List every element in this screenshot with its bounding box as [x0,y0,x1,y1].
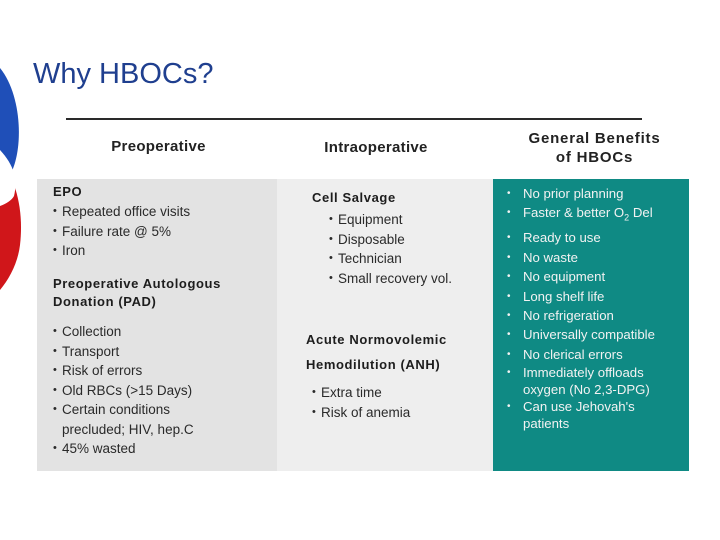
list-item-text: Immediately offloads [523,365,644,381]
pad-list [53,322,194,459]
benefits-list [507,184,687,432]
list-item: • No clerical errors [507,345,687,364]
list-item: • No equipment [507,267,687,286]
list-item-text: Faster & better O [523,205,625,221]
pad-heading [53,275,221,310]
list-item-continuation: patients [523,416,570,432]
column-header-benefits [507,129,682,167]
list-item-suffix: Del [629,205,653,221]
column-header-preoperative: Preoperative [111,138,206,155]
anh-list [312,383,410,422]
list-item: • Iron [53,241,190,261]
list-item: • Risk of anemia [312,403,410,423]
column-header-intraoperative: Intraoperative [324,139,428,156]
slide-title: Why HBOCs? [33,58,214,90]
pad-heading-line1: Preoperative Autologous [53,276,221,291]
list-item: • Technician [329,249,452,269]
list-item: • Disposable [329,230,452,250]
anh-heading [306,327,447,377]
header-divider [66,118,642,120]
list-item: • No waste [507,248,687,267]
list-item: • Extra time [312,383,410,403]
anh-heading-line2: Hemodilution (ANH) [306,357,441,372]
epo-list [53,202,190,261]
benefits-header-line2: of HBOCs [555,149,634,166]
list-item [507,364,687,398]
list-item: • Equipment [329,210,452,230]
list-item: • Long shelf life [507,287,687,306]
list-item: • Universally compatible [507,325,687,344]
list-item: • Risk of errors [53,361,194,381]
list-item: • Transport [53,342,194,362]
list-item-continuation: precluded; HIV, hep.C [62,421,194,437]
list-item: • No prior planning [507,184,687,203]
list-item [53,400,194,439]
subscript-text: 2 [624,213,630,224]
benefits-header-line1: General Benefits [528,130,661,147]
list-item [507,203,687,228]
list-item: • Collection [53,322,194,342]
list-item: • Ready to use [507,228,687,247]
cell-salvage-heading: Cell Salvage [312,190,396,205]
list-item-continuation: oxygen (No 2,3-DPG) [523,382,650,398]
list-item: • 45% wasted [53,439,194,459]
anh-heading-line1: Acute Normovolemic [306,332,447,347]
list-item [507,398,687,432]
list-item-text: Can use Jehovah's [523,399,635,415]
list-item: • Failure rate @ 5% [53,222,190,242]
list-item: • Old RBCs (>15 Days) [53,381,194,401]
cell-salvage-list [329,210,452,288]
list-item: • No refrigeration [507,306,687,325]
list-item: • Small recovery vol. [329,269,452,289]
list-item: • Repeated office visits [53,202,190,222]
decorative-arc-graphic [0,0,40,300]
pad-heading-line2: Donation (PAD) [53,293,157,309]
epo-heading: EPO [53,184,83,199]
list-item-text: Certain conditions [62,402,171,417]
